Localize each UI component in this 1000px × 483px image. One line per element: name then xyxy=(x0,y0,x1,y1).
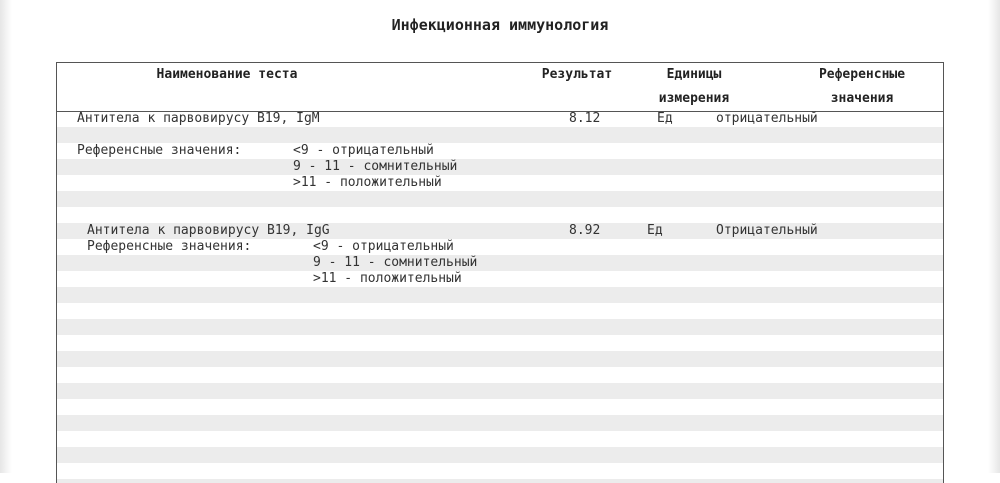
ref-range-igm-positive: >11 - положительный xyxy=(293,175,442,190)
test-reference-igg: Отрицательный xyxy=(716,223,818,238)
table-header xyxy=(57,63,943,112)
ref-label-igg: Референсные значения: xyxy=(87,239,252,254)
test-reference-igm: отрицательный xyxy=(716,111,818,126)
test-units-igm: Ед xyxy=(657,111,673,126)
ref-range-igg-negative: <9 - отрицательный xyxy=(313,239,454,254)
header-reference-line2: значения xyxy=(830,91,894,106)
document-title: Инфекционная иммунология xyxy=(391,16,609,34)
ref-range-igm-negative: <9 - отрицательный xyxy=(293,143,434,158)
header-units-line2: измерения xyxy=(658,91,730,106)
test-name-igm: Антитела к парвовирусу B19, IgM xyxy=(77,111,320,126)
test-result-igg: 8.92 xyxy=(569,223,601,238)
test-result-igm: 8.12 xyxy=(569,111,601,126)
ref-range-igg-positive: >11 - положительный xyxy=(313,271,462,286)
header-test-name: Наименование теста xyxy=(156,67,298,82)
header-units xyxy=(639,63,749,111)
test-units-igg: Ед xyxy=(647,223,663,238)
header-reference-line1: Референсные xyxy=(818,67,906,82)
header-units-line1: Единицы xyxy=(666,67,722,82)
ref-range-igm-doubtful: 9 - 11 - сомнительный xyxy=(293,159,458,174)
page-shadow-left xyxy=(0,0,12,473)
header-reference xyxy=(792,63,932,111)
ref-label-igm: Референсные значения: xyxy=(77,143,242,158)
page-shadow-right xyxy=(988,0,1000,473)
test-name-igg: Антитела к парвовирусу B19, IgG xyxy=(87,223,330,238)
header-result: Результат xyxy=(541,67,613,82)
ref-range-igg-doubtful: 9 - 11 - сомнительный xyxy=(313,255,478,270)
results-table xyxy=(56,62,944,483)
